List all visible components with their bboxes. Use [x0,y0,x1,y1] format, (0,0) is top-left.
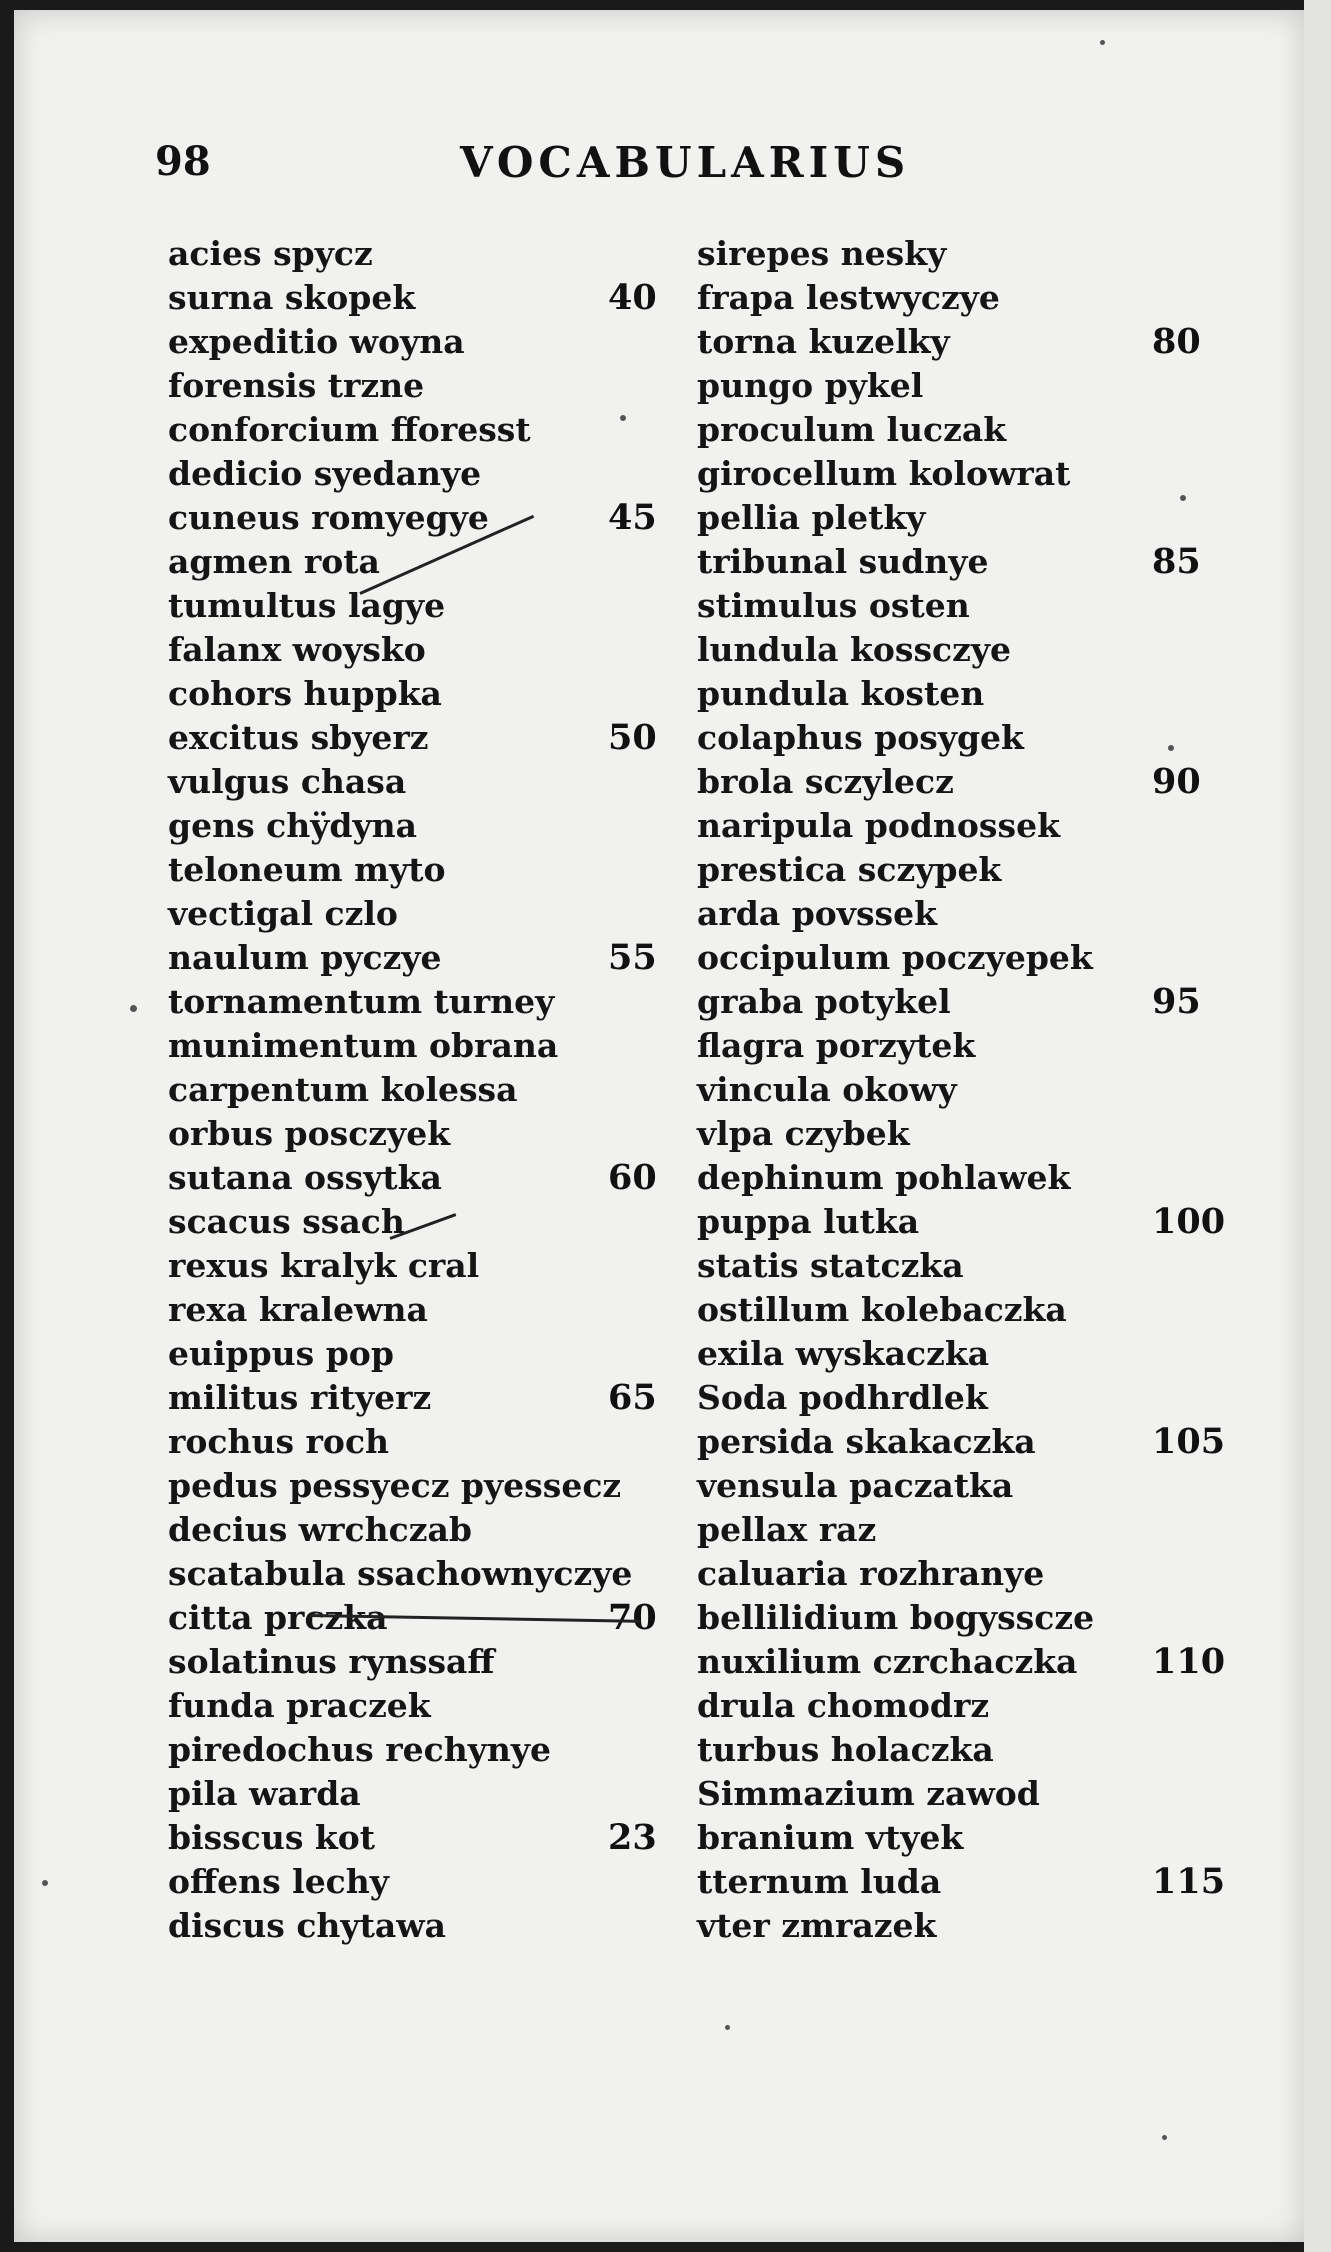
entry [697,980,1207,1024]
entry-text: sutana ossytka [168,1158,442,1197]
entry-text: dephinum pohlawek [697,1158,1071,1197]
entry [697,1420,1226,1464]
entry [168,452,668,496]
entry [697,1552,1207,1596]
line-number: 65 [608,1377,657,1418]
entry [697,672,1207,716]
entry [697,1728,1207,1772]
entry-text: graba potykel [697,982,951,1021]
entry [168,584,668,628]
entry-text: exila wyskaczka [697,1334,990,1373]
entry-text: occipulum poczyepek [697,938,1093,977]
entry-text: vectigal czlo [168,894,398,933]
right-column [697,232,1226,1948]
entry-text: solatinus rynssaff [168,1642,495,1681]
entry [697,1464,1207,1508]
entry-text: conforcium fforesst [168,410,531,449]
entry-text: agmen rota [168,542,380,581]
entry [168,1728,668,1772]
entry-text: cohors huppka [168,674,442,713]
entry-text: funda praczek [168,1686,431,1725]
entry [697,1772,1207,1816]
entry [168,1376,668,1420]
entry-text: rexa kralewna [168,1290,428,1329]
entry-text: persida skakaczka [697,1422,1036,1461]
entry [168,1156,668,1200]
line-number: 100 [1152,1201,1226,1242]
entry-text: surna skopek [168,278,416,317]
entry-text: dedicio syedanye [168,454,482,493]
entry [168,1552,668,1596]
entry [168,936,668,980]
entry-text: ostillum kolebaczka [697,1290,1067,1329]
entry-text: nuxilium czrchaczka [697,1642,1078,1681]
entry [168,1640,668,1684]
entry-text: offens lechy [168,1862,389,1901]
entry [168,1816,668,1860]
entry-text: naripula podnossek [697,806,1060,845]
entry-text: falanx woysko [168,630,426,669]
entry [168,540,668,584]
entry-text: cuneus romyegye [168,498,489,537]
entry-text: stimulus osten [697,586,970,625]
entry [697,1508,1207,1552]
entry [168,1904,668,1948]
scan-speck [620,415,626,421]
entry-text: brola sczylecz [697,762,954,801]
entry-text: bisscus kot [168,1818,376,1857]
entry [697,804,1207,848]
line-number: 85 [1152,541,1201,582]
entry [697,276,1207,320]
entry [697,892,1207,936]
entry-text: bellilidium bogyssсze [697,1598,1095,1637]
entry-text: turbus holaczka [697,1730,994,1769]
entry-text: pungo pykel [697,366,924,405]
entry [168,1508,668,1552]
entry-text: carpentum kolessa [168,1070,518,1109]
entry [168,496,668,540]
running-title: VOCABULARIUS [460,138,911,187]
entry [697,1640,1226,1684]
entry [168,628,668,672]
scan-speck [1168,745,1174,751]
entry-text: pellax raz [697,1510,877,1549]
entry-text: citta prczka [168,1598,388,1637]
entry-text: scacus ssach [168,1202,405,1241]
entry-text: vter zmrazek [697,1906,937,1945]
entry-text: gens chÿdyna [168,806,418,845]
entry [168,1200,668,1244]
entry [697,760,1207,804]
entry [697,320,1207,364]
entry [168,672,668,716]
entry [168,1332,668,1376]
entry-text: tribunal sudnye [697,542,989,581]
entry-text: pellia pletky [697,498,926,537]
line-number: 115 [1152,1861,1226,1902]
entry [697,1156,1207,1200]
entry [697,1068,1207,1112]
entry-text: Simmazium zawod [697,1774,1040,1813]
entry-text: statis statczka [697,1246,964,1285]
entry-text: scatabula ssachownyczye [168,1554,633,1593]
line-number: 110 [1152,1641,1226,1682]
entry-text: rexus kralyk cral [168,1246,480,1285]
entry-text: arda povssek [697,894,937,933]
entry-text: flagra porzytek [697,1026,976,1065]
entry-text: prestica sczypek [697,850,1002,889]
entry [697,452,1207,496]
entry-text: proculum luczak [697,410,1007,449]
entry-text: orbus posczyek [168,1114,451,1153]
line-number: 23 [608,1817,657,1858]
entry [168,1244,668,1288]
entry [168,364,668,408]
entry [697,1376,1207,1420]
entry [168,276,668,320]
entry-text: munimentum obrana [168,1026,559,1065]
entry [168,892,668,936]
entry [168,1288,668,1332]
scan-speck [130,1005,137,1012]
entry [697,1860,1226,1904]
entry-text: colaphus posygek [697,718,1024,757]
entry-text: tornamentum turney [168,982,555,1021]
entry [168,804,668,848]
entry [168,716,668,760]
entry-text: decius wrchczab [168,1510,472,1549]
entry [168,980,668,1024]
entry-text: caluaria rozhranye [697,1554,1045,1593]
entry [168,1684,668,1728]
entry [168,1772,668,1816]
entry-text: militus rityerz [168,1378,432,1417]
line-number: 70 [608,1597,657,1638]
entry [697,1904,1207,1948]
entry [697,496,1207,540]
entry [697,848,1207,892]
entry-text: pedus pessyecz pyessecz [168,1466,622,1505]
line-number: 55 [608,937,657,978]
left-column [168,232,668,1948]
line-number: 95 [1152,981,1201,1022]
scan-speck [1162,2135,1167,2140]
entry [168,408,668,452]
entry-text: acies spycz [168,234,373,273]
entry-text: sirepes nesky [697,234,947,273]
entry-text: discus chytawa [168,1906,447,1945]
entry [697,1024,1207,1068]
entry [697,364,1207,408]
entry-text: teloneum myto [168,850,446,889]
entry-text: branium vtyek [697,1818,964,1857]
entry [168,232,668,276]
entry [697,1200,1226,1244]
entry [697,232,1207,276]
entry [697,1112,1207,1156]
entry-text: piredochus rechynye [168,1730,552,1769]
entry [697,540,1207,584]
scan-speck [725,2025,730,2030]
entry [168,1068,668,1112]
entry [697,628,1207,672]
entry-text: torna kuzelky [697,322,950,361]
entry-text: forensis trzne [168,366,425,405]
entry-text: vincula okowy [697,1070,957,1109]
entry-text: naulum pyczye [168,938,442,977]
entry [168,1024,668,1068]
line-number: 105 [1152,1421,1226,1462]
entry-text: girocellum kolowrat [697,454,1071,493]
entry [697,716,1207,760]
line-number: 80 [1152,321,1201,362]
entry-text: pundula kosten [697,674,985,713]
entry-text: vulgus chasa [168,762,407,801]
scan-speck [1100,40,1105,45]
entry [697,1244,1207,1288]
scan-speck [42,1880,48,1886]
entry [697,584,1207,628]
scan-speck [1180,495,1186,501]
entry-text: tternum luda [697,1862,942,1901]
entry [697,1684,1207,1728]
entry-text: pila warda [168,1774,361,1813]
entry-text: excitus sbyerz [168,718,429,757]
entry-text: rochus roch [168,1422,390,1461]
entry [168,760,668,804]
entry-text: tumultus lagye [168,586,446,625]
line-number: 45 [608,497,657,538]
entry-text: Soda podhrdlek [697,1378,988,1417]
entry-text: vensula paczatka [697,1466,1014,1505]
entry [697,1288,1207,1332]
entry [168,848,668,892]
entry-text: vlpa czybek [697,1114,910,1153]
line-number: 60 [608,1157,657,1198]
entry [168,320,668,364]
entry-text: euippus pop [168,1334,394,1373]
entry [697,1332,1207,1376]
page-number: 98 [155,138,211,185]
entry-text: drula chomodrz [697,1686,990,1725]
line-number: 90 [1152,761,1201,802]
line-number: 40 [608,277,657,318]
entry-text: frapa lestwyczye [697,278,1000,317]
entry [168,1112,668,1156]
entry [168,1420,668,1464]
line-number: 50 [608,717,657,758]
page-edge [1304,0,1331,2252]
entry [697,1596,1207,1640]
entry [168,1860,668,1904]
entry [168,1464,668,1508]
entry-text: puppa lutka [697,1202,920,1241]
entry [697,936,1207,980]
entry-text: lundula kossczye [697,630,1012,669]
entry-text: expeditio woyna [168,322,465,361]
entry [697,408,1207,452]
entry [697,1816,1207,1860]
